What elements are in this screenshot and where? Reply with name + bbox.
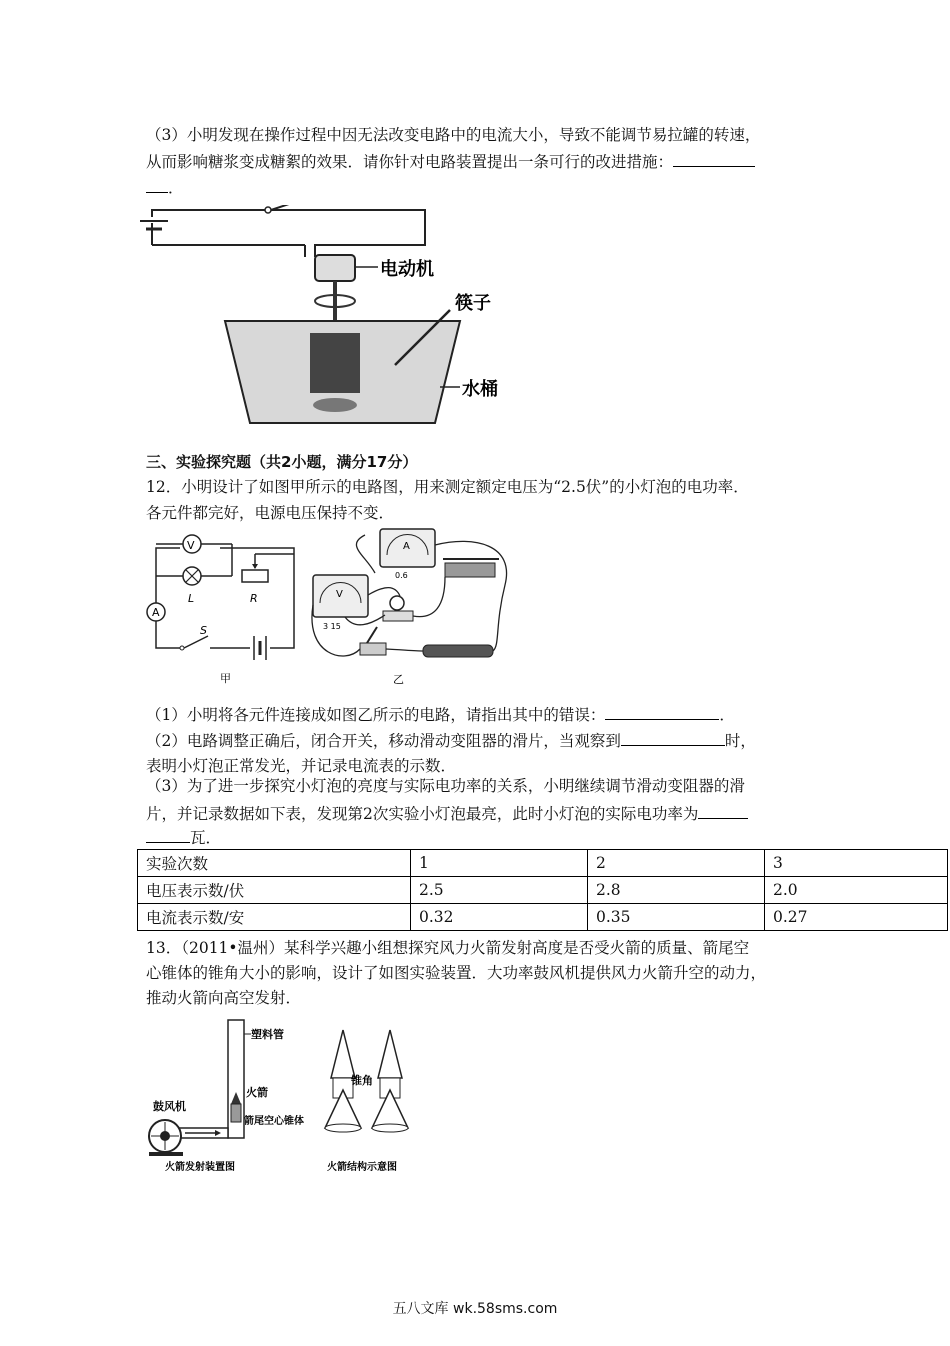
- table-cell: 3: [765, 850, 948, 877]
- q13-label-tube: 塑料管: [251, 1028, 284, 1041]
- q12-sub2: [146, 727, 756, 754]
- q12-sub2-line2: 表明小灯泡正常发光，并记录电流表的示数．: [146, 757, 457, 775]
- q12-sub3-blank-b[interactable]: [146, 824, 190, 843]
- q11-line3-end: ．: [168, 179, 184, 197]
- table-row: [138, 850, 948, 877]
- q13-label-cap2: 火箭结构示意图: [327, 1162, 397, 1173]
- page-footer: 五八文库 wk.58sms.com: [392, 1301, 558, 1317]
- table-cell: 2.5: [411, 877, 588, 904]
- q12-sub3-line1: （3）为了进一步探究小灯泡的亮度与实际电功率的关系，小明继续调节滑动变阻器的滑: [146, 777, 745, 795]
- table-cell: 2: [588, 850, 765, 877]
- q12-label-s: S: [200, 624, 207, 637]
- q12-label-yi: 乙: [393, 673, 404, 686]
- q13-label-blower: 鼓风机: [153, 1100, 186, 1113]
- q13-line1: 13．（2011•温州）某科学兴趣小组想探究风力火箭发射高度是否受火箭的质量、箭尾空: [146, 939, 750, 957]
- q13-label-cap1: 火箭发射装置图: [165, 1162, 235, 1173]
- q11-label-bucket: 水桶: [462, 379, 498, 400]
- q12-sub1-end: ．: [719, 706, 735, 724]
- q12-label-v: V: [187, 539, 195, 552]
- table-cell: 2.8: [588, 877, 765, 904]
- q11-answer-blank-a[interactable]: [673, 148, 755, 167]
- q11-line1: （3）小明发现在操作过程中因无法改变电路中的电流大小，导致不能调节易拉罐的转速，: [146, 126, 761, 144]
- q13-label-angle: 锥角: [351, 1074, 373, 1087]
- q12-sub2-a: （2）电路调整正确后，闭合开关，移动滑动变阻器的滑片，当观察到: [146, 732, 621, 750]
- q12-sub2-blank[interactable]: [621, 727, 725, 746]
- q12-sub1-text: （1）小明将各元件连接成如图乙所示的电路，请指出其中的错误：: [146, 706, 606, 724]
- table-cell: 0.35: [588, 904, 765, 931]
- q12-label-r: R: [250, 592, 258, 605]
- q12-figure-jia: [140, 530, 310, 690]
- q13-label-rocket: 火箭: [246, 1086, 268, 1099]
- q12-line2: 各元件都完好，电源电压保持不变．: [146, 504, 395, 522]
- table-cell: 电压表示数/伏: [138, 877, 411, 904]
- q12-label-meter-a-scale: 0.6: [395, 571, 408, 580]
- q13-line3: 推动火箭向高空发射．: [146, 989, 302, 1007]
- q12-label-v-meter: V: [336, 589, 343, 600]
- q11-line2-text: 从而影响糖浆变成糖絮的效果．请你针对电路装置提出一条可行的改进措施：: [146, 153, 674, 171]
- section-3-title: 三、实验探究题（共2小题，满分17分）: [146, 453, 418, 471]
- q11-answer-blank-b[interactable]: [146, 174, 168, 193]
- q12-sub1-blank[interactable]: [605, 701, 719, 720]
- q11-line3: [146, 174, 184, 201]
- q12-sub3-blank-a[interactable]: [698, 800, 748, 819]
- q13-line2: 心锥体的锥角大小的影响，设计了如图实验装置．大功率鼓风机提供风力火箭升空的动力，: [146, 964, 767, 982]
- q12-sub3-line3-end: 瓦．: [190, 829, 222, 847]
- q11-label-chopstick: 筷子: [455, 293, 491, 314]
- table-cell: 0.32: [411, 904, 588, 931]
- q12-sub2-b: 时，: [724, 732, 756, 750]
- q12-label-jia: 甲: [220, 672, 231, 685]
- q12-sub3-line2-text: 片，并记录数据如下表，发现第2次实验小灯泡最亮，此时小灯泡的实际电功率为: [146, 805, 699, 823]
- q12-sub3-line3: [146, 824, 221, 851]
- q12-sub1: [146, 701, 735, 728]
- q12-label-l: L: [188, 592, 195, 605]
- q11-label-motor: 电动机: [380, 259, 434, 280]
- q12-line1: 12．小明设计了如图甲所示的电路图，用来测定额定电压为“2.5伏”的小灯泡的电功率．: [146, 478, 749, 496]
- q12-sub3-line2: [146, 800, 748, 827]
- q12-figure-yi: [305, 525, 520, 690]
- table-cell: 0.27: [765, 904, 948, 931]
- table-cell: 实验次数: [138, 850, 411, 877]
- q12-label-a: A: [152, 606, 160, 619]
- q11-line2: [146, 148, 755, 175]
- q12-label-a-meter: A: [403, 541, 410, 552]
- q13-label-cone: 箭尾空心锥体: [244, 1116, 304, 1127]
- q12-label-meter-v-scale: 3 15: [323, 622, 341, 631]
- table-row: [138, 877, 948, 904]
- q11-figure: [140, 205, 540, 435]
- table-row: [138, 904, 948, 931]
- table-cell: 1: [411, 850, 588, 877]
- table-cell: 电流表示数/安: [138, 904, 411, 931]
- table-cell: 2.0: [765, 877, 948, 904]
- q13-figure: [145, 1018, 425, 1173]
- q12-data-table: [137, 849, 948, 931]
